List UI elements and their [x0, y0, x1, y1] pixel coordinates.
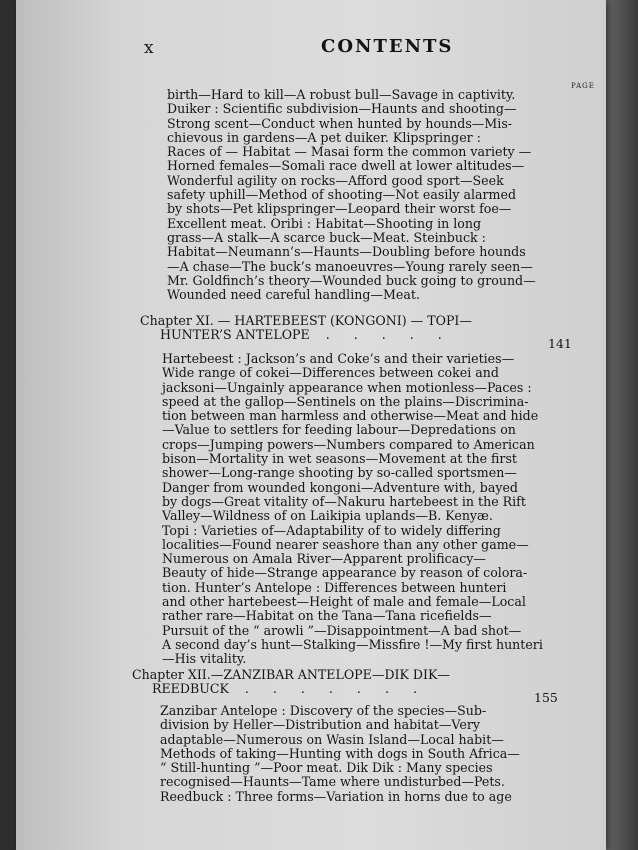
text-line: bison—Mortality in wet seasons—Movement at the first [162, 451, 517, 467]
text-line: Hartebeest : Jackson’s and Coke’s and their varieties— [162, 351, 515, 366]
text-line: —A chase—The buck’s manoeuvres—Young rarely seen— [167, 258, 533, 274]
text-line: rather rare—Habitat on the Tana—Tana ricefields— [162, 608, 492, 624]
text-line: by shots—Pet klipspringer—Leopard their worst foe— [167, 201, 512, 217]
chapter-title-line: Chapter XII.—ZANZIBAR ANTELOPE—DIK DIK— [132, 667, 451, 682]
page-title: CONTENTS [321, 36, 454, 57]
text-line: Habitat—Neumann’s—Haunts—Doubling before hounds [167, 244, 526, 260]
chapter-11-page-number: 141 [548, 336, 572, 351]
text-line: Excellent meat. Oribi : Habitat—Shooting in long [167, 215, 482, 231]
text-line: grass—A stalk—A scarce buck—Meat. Steinbuck : [167, 229, 486, 245]
text-line: division by Heller—Distribution and habitat—Very [160, 717, 480, 733]
text-line: Zanzibar Antelope : Discovery of the species—Sub- [160, 703, 487, 718]
text-line: Pursuit of the “ arowli ”—Disappointment—A bad shot— [162, 622, 522, 638]
text-line: Topi : Varieties of—Adaptability of to widely differing [162, 522, 501, 538]
text-line: —His vitality. [162, 651, 247, 667]
text-line: Races of — Habitat — Masai form the common variety — [167, 144, 532, 160]
text-line: shower—Long-range shooting by so-called sportsmen— [162, 465, 517, 481]
chapter-12-page-number: 155 [534, 690, 558, 705]
chapter-11-heading [140, 314, 538, 342]
text-line: Beauty of hide—Strange appearance by reason of colora- [162, 565, 528, 581]
page-column-label: PAGE [571, 82, 595, 90]
chapter-title-continued: HUNTER’S ANTELOPE [160, 327, 310, 342]
text-line: crops—Jumping powers—Numbers compared to American [162, 436, 535, 452]
text-line: Methods of taking—Hunting with dogs in South Africa— [160, 745, 520, 761]
text-line: Valley—Wildness of on Laikipia uplands—B. Kenyæ. [162, 508, 493, 524]
text-line: localities—Found nearer seashore than any other game— [162, 536, 529, 552]
text-line: tion. Hunter’s Antelope : Differences between hunteri [162, 579, 507, 595]
text-line: adaptable—Numerous on Wasin Island—Local habit— [160, 731, 504, 747]
text-line: safety uphill—Method of shooting—Not easily alarmed [167, 187, 517, 203]
text-line: chievous in gardens—A pet duiker. Klipspringer : [167, 129, 481, 145]
text-line: Numerous on Amala River—Apparent prolificacy— [162, 551, 486, 567]
text-line: by dogs—Great vitality of—Nakuru hartebeest in the Rift [162, 493, 526, 509]
text-line: Mr. Goldfinch’s theory—Wounded buck going to ground— [167, 272, 536, 288]
leader-dots: . . . . . [325, 327, 452, 342]
text-line: speed at the gallop—Sentinels on the plains—Discrimina- [162, 393, 529, 409]
leader-dots: . . . . . . . [244, 681, 427, 696]
page-folio: x [144, 38, 154, 58]
chapter-12-heading [132, 668, 530, 696]
text-line: and other hartebeest—Height of male and female—Local [162, 594, 526, 610]
text-line: Horned females—Somali race dwell at lower altitudes— [167, 158, 525, 174]
chapter-title-line-2 [132, 682, 530, 696]
text-line: Wounded need careful handling—Meat. [167, 287, 420, 303]
entry-text-continued [167, 88, 545, 302]
text-line: tion between man harmless and otherwise—Meat and hide [162, 408, 539, 424]
text-line: recognised—Haunts—Tame where undisturbed—Pets. [160, 774, 505, 790]
chapter-title-line-2 [140, 328, 538, 342]
text-line: —Value to settlers for feeding labour—Depredations on [162, 422, 516, 438]
chapter-title-continued: REEDBUCK [152, 681, 229, 696]
chapter-title-line: Chapter XI. — HARTEBEEST (KONGONI) — TOPI— [140, 313, 472, 328]
text-line: birth—Hard to kill—A robust bull—Savage in captivity. [167, 87, 516, 102]
text-line: A second day’s hunt—Stalking—Missfire !—My first hunteri [162, 636, 543, 652]
text-line: Danger from wounded kongoni—Adventure with, bayed [162, 479, 518, 495]
book-page [16, 0, 606, 850]
chapter-11-summary [162, 351, 543, 667]
text-line: Reedbuck : Three forms—Variation in horns due to age [160, 788, 512, 804]
text-line: Strong scent—Conduct when hunted by hounds—Mis- [167, 115, 513, 131]
text-line: Wonderful agility on rocks—Afford good sport—Seek [167, 172, 504, 188]
text-line: Wide range of cokei—Differences between cokei and [162, 365, 499, 381]
text-line: Duiker : Scientific subdivision—Haunts and shooting— [167, 101, 517, 117]
text-line: jacksoni—Ungainly appearance when motionless—Paces : [162, 379, 532, 395]
chapter-12-summary [160, 704, 538, 804]
text-line: “ Still-hunting ”—Poor meat. Dik Dik : Many species [160, 760, 493, 776]
